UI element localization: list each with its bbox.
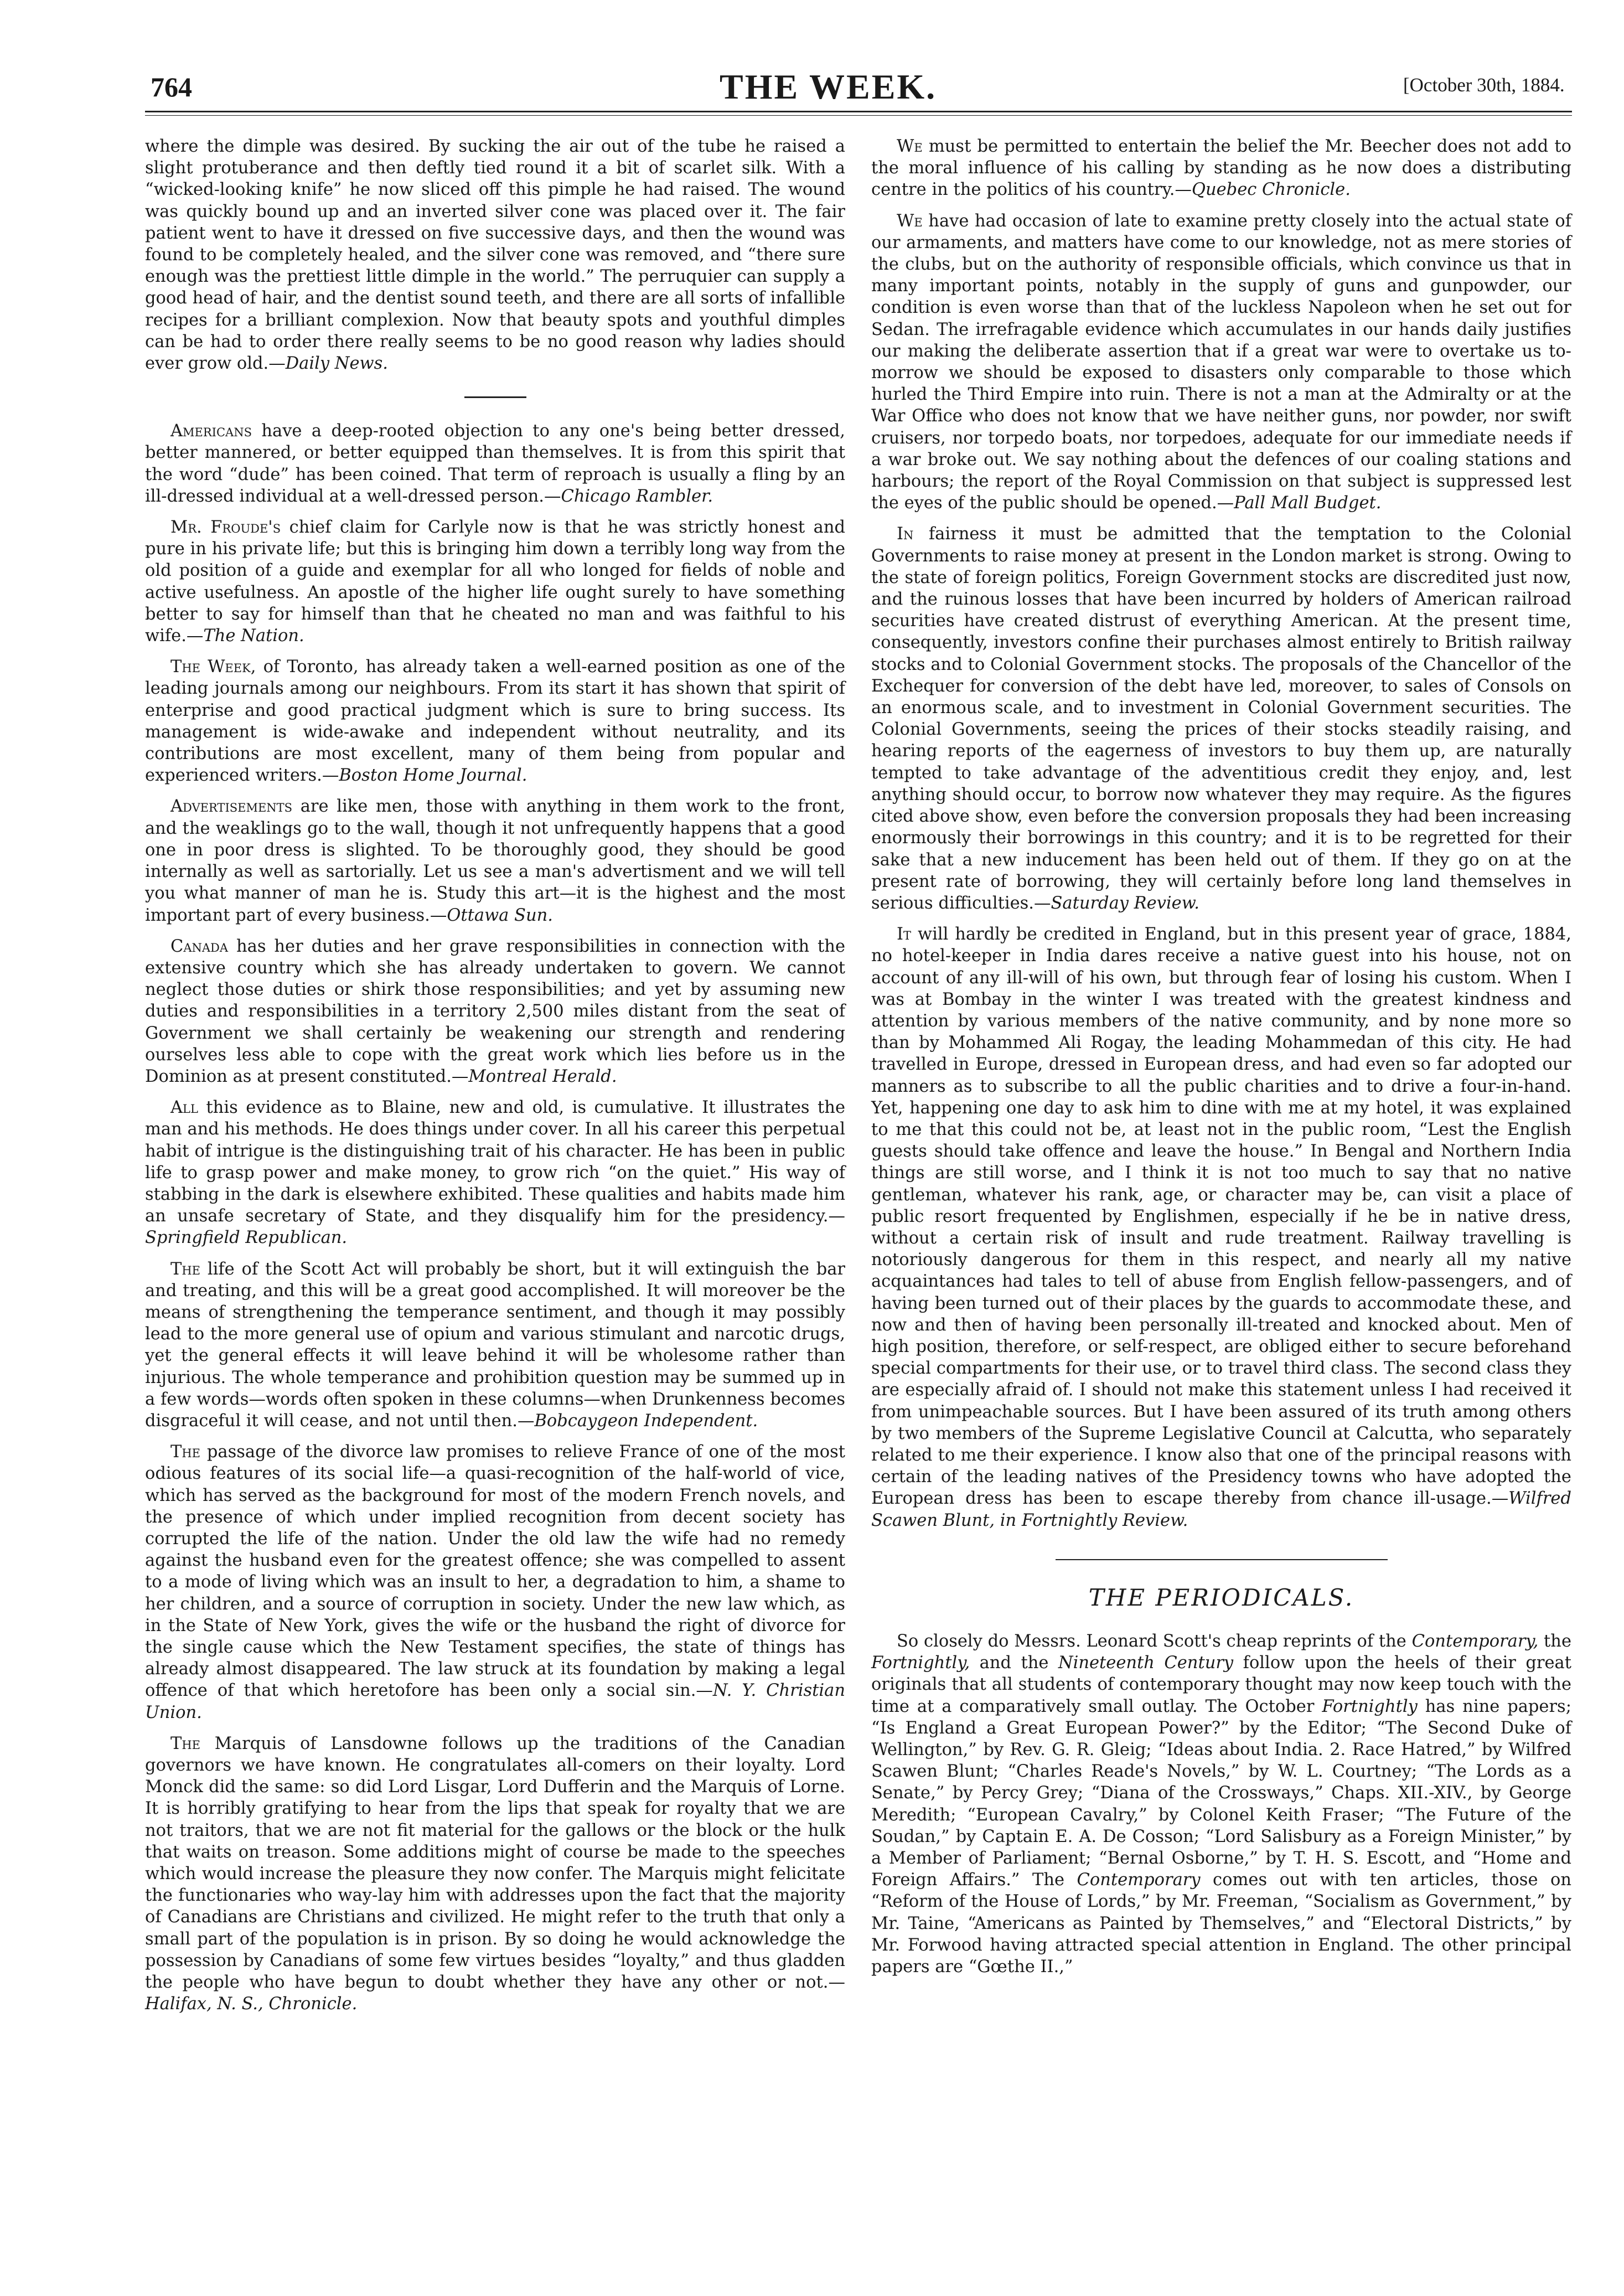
article-lead: Mr. Froude's <box>170 518 281 538</box>
article-source: Wilfred Scawen Blunt, in Fortnightly Review. <box>871 1489 1571 1530</box>
article-text: fairness it must be admitted that the temptation to the Colonial Governments to raise money at present in the London market is strong. Owing to the state of foreign politics, Foreign Government stocks are discredited just now, and the ruinous losses that have been incurred by holders of American railroad securities have created distrust of everything American. At the present time, consequently, investors confine their purchases almost entirely to British railway stocks and to Colonial Government stocks. The proposals of the Chancellor of the Exchequer for conversion of the debt have led, moreover, to sales of Consols on an enormous scale, and to investment in Colonial Government securities. The Colonial Governments, seeing the prices of their stocks steadily raising, and hearing reports of the eagerness of investors to buy them up, are naturally tempted to take advantage of the adventitious credit they enjoy, and, lest anything should occur, to borrow now whatever they may require. As the figures cited above show, even before the conversion proposals they had been increasing enormously their borrowings in this country; and it is to be regretted for their sake that a new inducement has been held out of them. If they go on at the present rate of borrowing, they will certainly before long land themselves in serious difficulties.— <box>871 524 1571 913</box>
right-column <box>871 136 1571 1987</box>
periodical-title: Nineteenth Century <box>1058 1653 1234 1673</box>
article-lansdowne <box>145 1733 845 2015</box>
article-source: Springfield Republican. <box>145 1228 348 1248</box>
article-text: comes out with ten articles, those on “Reform of the House of Lords,” by Mr. Freeman, “Socialism as Government,” by Mr. Taine, “Americans as Painted by Themselves,” and “Electoral Districts,” by Mr. Forwood having attracted special attention in England. The other principal papers are “Gœthe II.,” <box>871 1870 1571 1977</box>
article-beecher <box>871 136 1571 201</box>
article-source: Ottawa Sun. <box>447 905 553 925</box>
article-text: , of Toronto, has already taken a well-earned position as one of the leading journals among our neighbours. From its start it has shown that spirit of enterprise and good practical judgment which is sure to bring success. Its management is wide-awake and independent without neutrality, and its contributions are most excellent, many of them being from popular and experienced writers.— <box>145 657 845 786</box>
article-source: Halifax, N. S., Chronicle. <box>145 1994 358 2014</box>
article-source: Boston Home Journal. <box>339 766 527 786</box>
article-advertisements <box>145 796 845 926</box>
article-india-hotels <box>871 923 1571 1531</box>
article-text: the <box>1538 1632 1571 1651</box>
article-lead: The Week <box>170 657 251 677</box>
article-armaments <box>871 210 1571 514</box>
left-column <box>145 136 845 2024</box>
article-lead: The <box>170 1733 200 1753</box>
article-divorce-law <box>145 1441 845 1724</box>
article-text: has her duties and her grave responsibilities in connection with the extensive country which she has already undertaken to govern. We cannot neglect those duties or shirk those responsibilities; and yet by assuming new duties and responsibilities in a territory 2,500 miles distant from the seat of Government we shall certainly be weakening our strength and rendering ourselves less able to cope with the great work which lies before us in the Dominion as at present constituted.— <box>145 936 845 1086</box>
header-rule <box>145 111 1572 112</box>
article-periodicals <box>871 1631 1571 1978</box>
article-text: has nine papers; “Is England a Great European Power?” by the Editor; “The Second Duke of Wellington,” by Rev. G. R. Gleig; “Ideas about India. 2. Race Hatred,” by Wilfred Scawen Blunt; “Charles Reade's Novels,” by W. L. Courtney; “The Lords as a Senate,” by Percy Grey; “Diana of the Crossways,” Chaps. XII.-XIV., by George Meredith; “European Cavalry,” by Colonel Keith Fraser; “The Future of the Soudan,” by Captain E. A. De Cosson; “Lord Salisbury as a Foreign Minister,” by a Member of Parliament; “Bernal Osborne,” by T. H. S. Escott, and “Home and Foreign Affairs.” The <box>871 1696 1571 1890</box>
article-text: must be permitted to entertain the belief the Mr. Beecher does not add to the moral influence of his calling by standing as he now does a distributing centre in the politics of his country.— <box>871 137 1571 200</box>
article-text: have had occasion of late to examine pretty closely into the actual state of our armaments, and matters have come to our knowledge, not as mere stories of the clubs, but on the authority of responsible officials, which convince us that in many important points, notably in the supply of guns and gunpowder, our condition is even worse than that of the luckless Napoleon when he set out for Sedan. The irrefragable evidence which accumulates in our hands daily justifies our making the deliberate assertion that if a great war were to overtake us to-morrow we should be exposed to disasters only comparable to those which hurled the Third Empire into ruin. There is not a man at the Admiralty or at the War Office who does not know that we have neither guns, nor powder, nor swift cruisers, nor torpedo boats, nor torpedoes, adequate for our immediate needs if a war broke out. We say nothing about the defences of our coaling stations and harbours; the report of the Royal Commission on that subject is suppressed lest the eyes of the public should be opened.— <box>871 211 1571 513</box>
periodical-title: Fortnightly <box>1322 1696 1418 1716</box>
article-lead: Americans <box>170 421 252 441</box>
section-rule <box>1056 1559 1388 1560</box>
periodical-title: Fortnightly, <box>871 1653 970 1673</box>
article-dimples <box>145 136 845 374</box>
article-source: Quebec Chronicle. <box>1191 180 1351 200</box>
periodical-title: Contemporary, <box>1411 1632 1539 1651</box>
article-lead: In <box>897 524 914 544</box>
article-froude <box>145 517 845 647</box>
periodicals-heading: THE PERIODICALS. <box>1088 1583 1354 1611</box>
article-text: have a deep-rooted objection to any one's being better dressed, better mannered, or better equipped than themselves. It is from this spirit that the word “dude” has been coined. That term of reproach is usually a fling by an ill-dressed individual at a well-dressed person.— <box>145 421 845 506</box>
article-source: Pall Mall Budget. <box>1234 493 1382 513</box>
article-text: passage of the divorce law promises to relieve France of one of the most odious features of its social life—a quasi-recognition of the half-world of vice, which has served as the background for most of the modern French novels, and the presence of which under implied recognition from decent society has corrupted the life of the nation. Under the old law the wife had no remedy against the husband even for the greatest offence; she was compelled to assent to a mode of living which was an insult to her, a degradation to him, a shame to her children, and a source of corruption in society. Under the new law which, as in the State of New York, gives the wife or the husband the right of divorce for the single cause which the New Testament specifies, the state of things has already almost disappeared. The law struck at its foundation by making a legal offence of that which heretofore has been only a social sin.— <box>145 1442 845 1701</box>
issue-date: [October 30th, 1884. <box>1403 74 1565 96</box>
article-source: Chicago Rambler. <box>561 486 713 506</box>
article-lead: We <box>897 137 923 156</box>
article-source: Daily News. <box>285 354 388 374</box>
article-lead: Advertisements <box>170 797 293 817</box>
article-colonial-governments <box>871 523 1571 914</box>
article-source: The Nation. <box>203 626 304 646</box>
article-text: life of the Scott Act will probably be short, but it will extinguish the bar and treating, and this will be a great good accomplished. It will moreover be the means of strengthening the temperance sentiment, and though it may possibly lead to the more general use of opium and various stimulant and narcotic drugs, yet the general effects it will leave behind it will be wholesome rather than injurious. The whole temperance and prohibition question may be summed up in a few words—words often spoken in these columns—when Drunkenness becomes disgraceful it will cease, and not until then.— <box>145 1259 845 1431</box>
article-text: and the <box>970 1653 1058 1673</box>
header-rule-thin <box>145 115 1572 116</box>
article-lead: The <box>170 1259 200 1279</box>
article-lead: We <box>897 211 923 231</box>
article-source: Saturday Review. <box>1051 893 1199 913</box>
article-the-week <box>145 656 845 786</box>
article-canada <box>145 936 845 1087</box>
article-lead: It <box>897 925 912 945</box>
article-text: are like men, those with anything in them work to the front, and the weaklings go to the wall, though it not unfrequently happens that a good one in poor dress is slighted. To be thoroughly good, they should be good internally as well as sartorially. Let us see a man's advertisment and we will tell you what manner of man he is. Study this art—it is the highest and the most important part of every business.— <box>145 797 845 925</box>
section-divider <box>464 396 526 398</box>
article-source: N. Y. Christian Union. <box>145 1681 845 1722</box>
article-text: chief claim for Carlyle now is that he was strictly honest and pure in his private life; but this is bringing him down a terribly long way from the old position of a guide and exemplar for all who longed for fields of noble and active usefulness. An apostle of the higher life ought surely to have something better to say for himself than that he cheated no man and was faithful to his wife.— <box>145 518 845 646</box>
article-text: Marquis of Lansdowne follows up the traditions of the Canadian governors we have known. He congratulates all-comers on their loyalty. Lord Monck did the same: so did Lord Lisgar, Lord Dufferin and the Marquis of Lorne. It is horribly gratifying to hear from the lips that speak for royalty that we are not traitors, that we are not fit material for the gallows or the block or the hulk that waits on treason. Some additions might of course be made to the speeches which would increase the pleasure they now confer. The Marquis might felicitate the functionaries who way-lay him with addresses upon the fact that the majority of Canadians are Christians and civilized. He might refer to the truth that only a small part of the population is in prison. By so doing he would acknowledge the possession by Canadians of some few virtues besides “loyalty,” and thus gladden the people who have begun to doubt whether they have any other or not.— <box>145 1733 845 1993</box>
article-text: this evidence as to Blaine, new and old, is cumulative. It illustrates the man and his methods. He does things under cover. In all his career this perpetual habit of intrigue is the distinguishing trait of his character. He has been in public life to grasp power and make money, to grow rich “on the quiet.” His way of stabbing in the dark is elsewhere exhibited. These qualities and habits made him an unsafe secretary of State, and they disqualify him for the presidency.— <box>145 1098 845 1226</box>
masthead-title: THE WEEK. <box>720 67 937 106</box>
article-blaine <box>145 1097 845 1248</box>
article-text: where the dimple was desired. By sucking the air out of the tube he raised a slight protuberance and then deftly tied round it a bit of scarlet silk. With a “wicked-looking knife” he now sliced off this pimple he had raised. The wound was quickly bound up and an inverted silver cone was placed over it. The fair patient went to have it dressed on five successive days, and then the wound was found to be completely healed, and the silver cone was removed, and “there sure enough was the prettiest little dimple in the world.” The perruquier can supply a good head of hair, and the dentist sound teeth, and there are all sorts of infallible recipes for a brilliant complexion. Now that beauty spots and youthful dimples can be had to order there really seems to be no good reason why ladies should ever grow old.— <box>145 137 845 374</box>
article-americans <box>145 420 845 507</box>
article-lead: The <box>170 1442 200 1462</box>
periodical-title: Contemporary <box>1077 1870 1201 1890</box>
article-text: will hardly be credited in England, but in this present year of grace, 1884, no hotel-keeper in India dares receive a native guest into his house, not on account of any ill-will of his own, but through fear of losing his custom. When I was at Bombay in the winter I was treated with the greatest kindness and attention by various members of the native community, and by none more so than by Mohammed Ali Rogay, the leading Mohammedan of this city. He had travelled in Europe, dressed in European dress, and had even so far adopted our manners as to subscribe to all the public charities and to drive a four-in-hand. Yet, happening one day to ask him to dine with me at my hotel, it was explained to me that this could not be, at least not in the public room, “Lest the English guests should take offence and leave the house.” In Bengal and Northern India things are still worse, and I think it is not too much to say that no native gentleman, whatever his rank, age, or character may be, can visit a place of public resort frequented by Englishmen, especially if he be in native dress, without a certain risk of insult and rude treatment. Railway travelling is notoriously dangerous for them in this respect, and nearly all my native acquaintances had tales to tell of abuse from English fellow-passengers, and of having been turned out of their places by the guards to accommodate these, and now and then of having been personally ill-treated and knocked about. Men of high position, therefore, or self-respect, are obliged either to secure beforehand special compartments for their use, or to travel third class. The second class they are especially afraid of. I should not make this statement unless I had received it from unimpeachable sources. But I have been assured of its truth among others by two members of the Supreme Legislative Council at Calcutta, who separately related to me their experience. I know also that one of the principal reasons with certain of the leading natives of the Presidency towns who have adopted the European dress has been to escape thereby from chance ill-usage.— <box>871 925 1571 1509</box>
article-text: follow upon the heels of their great originals that all students of contemporary thought may now keep touch with the time at a comparatively small outlay. The October <box>871 1653 1571 1716</box>
article-scott-act <box>145 1258 845 1432</box>
page-number: 764 <box>151 71 192 102</box>
article-text: So closely do Messrs. Leonard Scott's cheap reprints of the <box>897 1632 1412 1651</box>
article-source: Montreal Herald. <box>468 1066 617 1086</box>
article-lead: Canada <box>170 936 229 956</box>
article-source: Bobcaygeon Independent. <box>534 1411 758 1431</box>
article-lead: All <box>170 1098 198 1118</box>
